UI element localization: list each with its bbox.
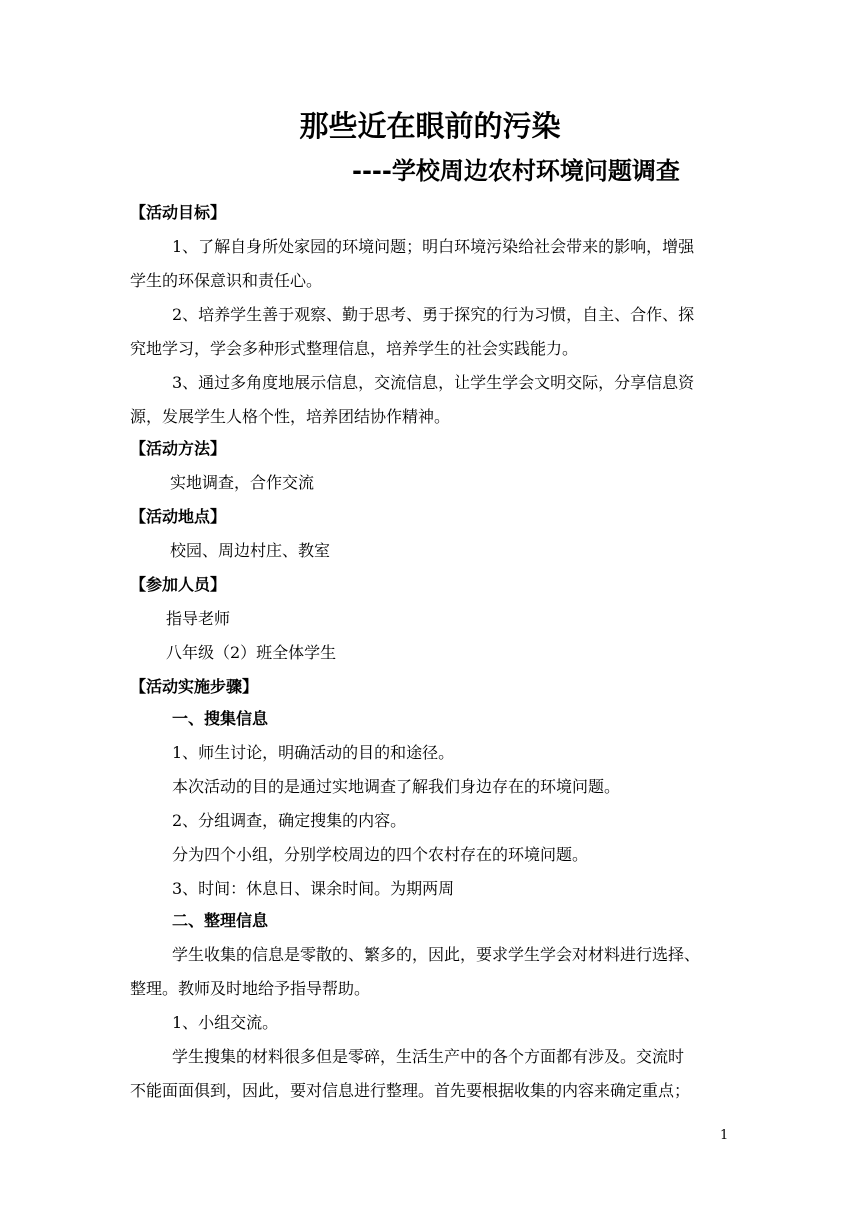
section-heading-participants: 【参加人员】	[130, 575, 227, 594]
location-text: 校园、周边村庄、教室	[170, 541, 331, 560]
step-2-paragraph-1-line-1: 学生收集的信息是零散的、繁多的，因此，要求学生学会对材料进行选择、	[172, 945, 701, 964]
participants-item-2: 八年级（2）班全体学生	[166, 643, 337, 662]
page-subtitle: ----学校周边农村环境问题调查	[352, 157, 680, 185]
step-1-line-4: 分为四个小组，分别学校周边的四个农村存在的环境问题。	[172, 845, 589, 864]
step-2-paragraph-1-line-2: 整理。教师及时地给予指导帮助。	[130, 979, 371, 998]
step-2-paragraph-2-line-2: 不能面面俱到，因此，要对信息进行整理。首先要根据收集的内容来确定重点；	[130, 1081, 691, 1100]
page-number: 1	[720, 1128, 729, 1143]
step-1-line-1: 1、师生讨论，明确活动的目的和途径。	[172, 743, 455, 762]
step-2-line-3: 1、小组交流。	[172, 1013, 279, 1032]
step-1-line-3: 2、分组调查，确定搜集的内容。	[172, 811, 407, 830]
step-1-line-2: 本次活动的目的是通过实地调查了解我们身边存在的环境问题。	[172, 777, 621, 796]
goal-paragraph-2-line-2: 究地学习，学会多种形式整理信息，培养学生的社会实践能力。	[130, 339, 579, 358]
section-heading-goal: 【活动目标】	[130, 203, 227, 222]
participants-item-1: 指导老师	[166, 609, 231, 628]
step-1-line-5: 3、时间：休息日、课余时间。为期两周	[172, 879, 455, 898]
section-heading-location: 【活动地点】	[130, 507, 227, 526]
goal-paragraph-3-line-1: 3、通过多角度地展示信息，交流信息，让学生学会文明交际，分享信息资	[172, 373, 695, 392]
step-1-heading: 一、搜集信息	[172, 709, 269, 728]
goal-paragraph-1-line-2: 学生的环保意识和责任心。	[130, 271, 323, 290]
method-text: 实地调查，合作交流	[170, 473, 315, 492]
goal-paragraph-3-line-2: 源，发展学生人格个性，培养团结协作精神。	[130, 407, 451, 426]
page-title: 那些近在眼前的污染	[299, 109, 561, 143]
goal-paragraph-2-line-1: 2、培养学生善于观察、勤于思考、勇于探究的行为习惯，自主、合作、探	[172, 305, 695, 324]
section-heading-method: 【活动方法】	[130, 439, 227, 458]
step-2-heading: 二、整理信息	[172, 911, 269, 930]
goal-paragraph-1-line-1: 1、了解自身所处家园的环境问题；明白环境污染给社会带来的影响，增强	[172, 237, 695, 256]
step-2-paragraph-2-line-1: 学生搜集的材料很多但是零碎，生活生产中的各个方面都有涉及。交流时	[172, 1047, 685, 1066]
section-heading-steps: 【活动实施步骤】	[130, 677, 259, 696]
